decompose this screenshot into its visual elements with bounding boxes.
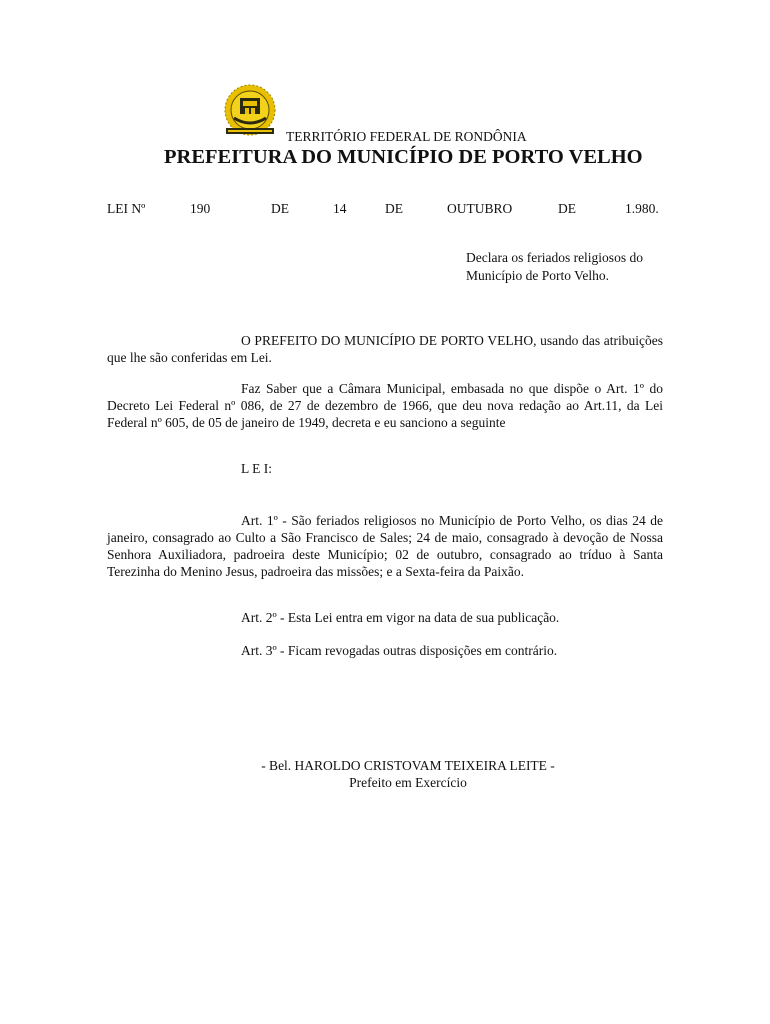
law-number-label: LEI Nº [107, 201, 146, 216]
law-year: 1.980. [625, 201, 659, 216]
law-number: 190 [190, 201, 211, 216]
signatory-name: - Bel. HAROLDO CRISTOVAM TEIXEIRA LEITE - [261, 758, 555, 773]
article-3: Art. 3º - Ficam revogadas outras disposições em contrário. [241, 643, 558, 658]
law-date-de-3: DE [558, 201, 576, 216]
law-summary-line-2: Município de Porto Velho. [466, 268, 609, 283]
page-title: PREFEITURA DO MUNICÍPIO DE PORTO VELHO [164, 146, 643, 168]
signatory-role: Prefeito em Exercício [349, 775, 467, 790]
signature-block [241, 757, 575, 791]
law-summary [466, 249, 666, 285]
law-summary-line-1: Declara os feriados religiosos do [466, 250, 643, 265]
article-1: Art. 1º - São feriados religiosos no Município de Porto Velho, os dias 24 de janeiro, consagrado ao Culto a São Francisco de Sales; 24 de maio, consagrado à devoção de Nossa Senhora Auxiliadora, padroeira deste Município; 02 de outubro, consagrado ao tríduo à Santa Terezinha do Menino Jesus, padroeira das missões; e a Sexta-feira da Paixão. [107, 513, 663, 579]
municipal-seal-icon [216, 84, 284, 138]
law-month: OUTUBRO [447, 201, 513, 216]
faz-saber-paragraph: Faz Saber que a Câmara Municipal, embasada no que dispõe o Art. 1º do Decreto Lei Federal nº 086, de 27 de dezembro de 1966, que deu nova redação ao Art.11, da Lei Federal nº 605, de 05 de janeiro de 1949, decreta e eu sanciono a seguinte [107, 381, 663, 430]
preamble-paragraph: O PREFEITO DO MUNICÍPIO DE PORTO VELHO, usando das atribuições que lhe são conferidas em Lei. [107, 333, 663, 365]
territory-heading: TERRITÓRIO FEDERAL DE RONDÔNIA [286, 129, 527, 144]
law-day: 14 [333, 201, 347, 216]
lei-heading: L E I: [241, 461, 272, 476]
law-date-de-2: DE [385, 201, 403, 216]
article-2: Art. 2º - Esta Lei entra em vigor na data de sua publicação. [241, 610, 560, 625]
law-date-de-1: DE [271, 201, 289, 216]
